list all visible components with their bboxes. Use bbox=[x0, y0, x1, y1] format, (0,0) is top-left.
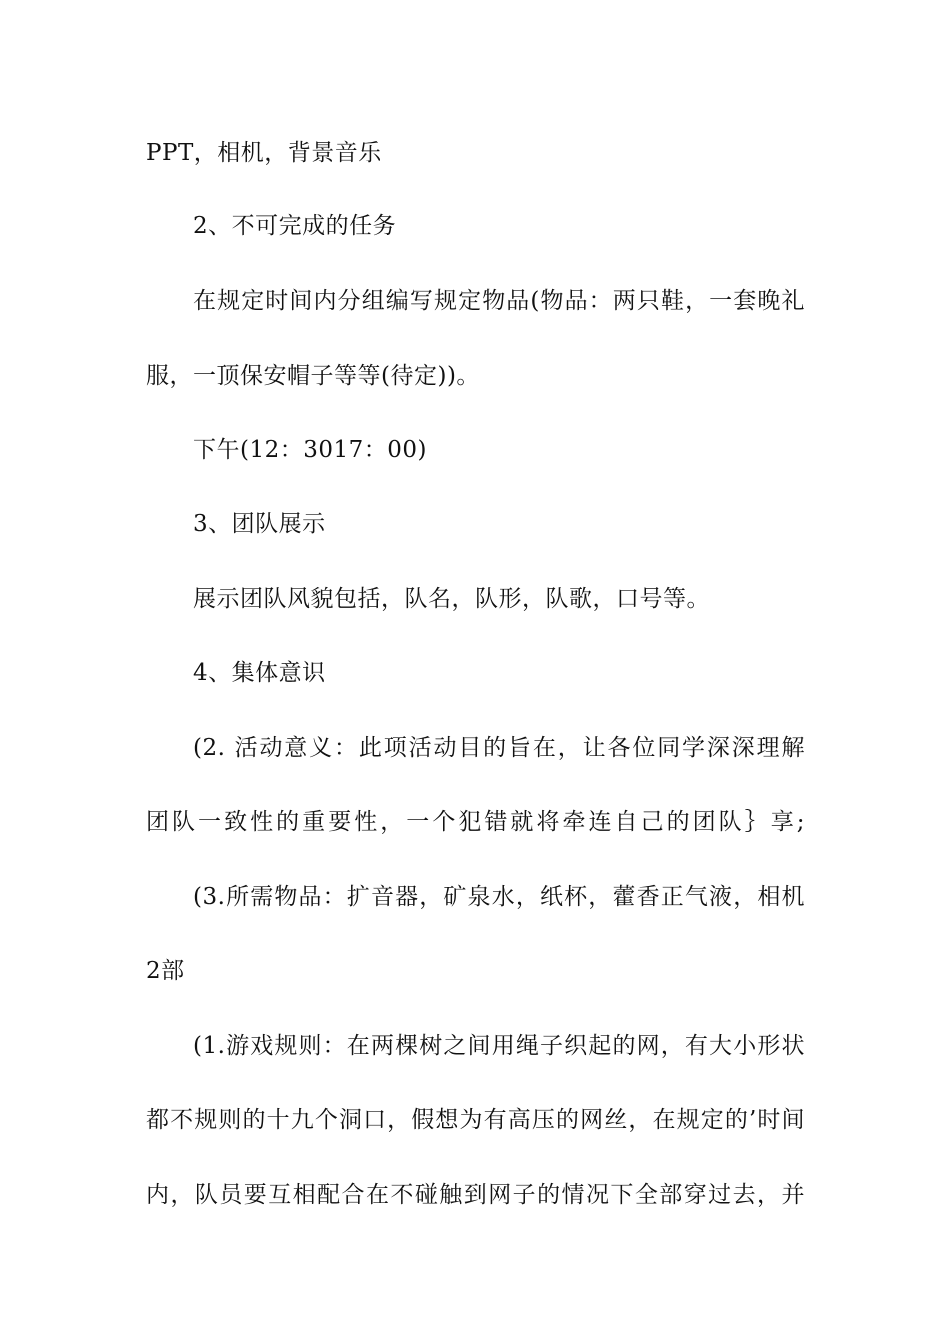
paragraph-line: 团队一致性的重要性，一个犯错就将牵连自己的团队｝享; bbox=[146, 809, 805, 835]
paragraph-line: (3.所需物品：扩音器，矿泉水，纸杯，藿香正气液，相机 bbox=[193, 884, 805, 910]
section-heading: 3、团队展示 bbox=[193, 511, 326, 537]
time-line: 下午(12：3017：00) bbox=[193, 437, 428, 463]
paragraph-line: (1.游戏规则：在两棵树之间用绳子织起的网，有大小形状 bbox=[193, 1033, 805, 1059]
paragraph-line: (2. 活动意义：此项活动目的旨在，让各位同学深深理解 bbox=[193, 735, 805, 761]
text-line: PPT，相机，背景音乐 bbox=[146, 140, 382, 166]
paragraph-line: 展示团队风貌包括，队名，队形，队歌，口号等。 bbox=[193, 586, 710, 612]
paragraph-line: 都不规则的十九个洞口，假想为有高压的网丝，在规定的’时间 bbox=[146, 1107, 805, 1133]
section-heading: 2、不可完成的任务 bbox=[193, 213, 397, 239]
paragraph-line: 2部 bbox=[146, 958, 185, 984]
section-heading: 4、集体意识 bbox=[193, 660, 326, 686]
paragraph-line: 服，一顶保安帽子等等(待定))。 bbox=[146, 363, 480, 389]
paragraph-line: 内，队员要互相配合在不碰触到网子的情况下全部穿过去，并 bbox=[146, 1182, 805, 1208]
paragraph-line: 在规定时间内分组编写规定物品(物品：两只鞋，一套晚礼 bbox=[193, 288, 805, 314]
